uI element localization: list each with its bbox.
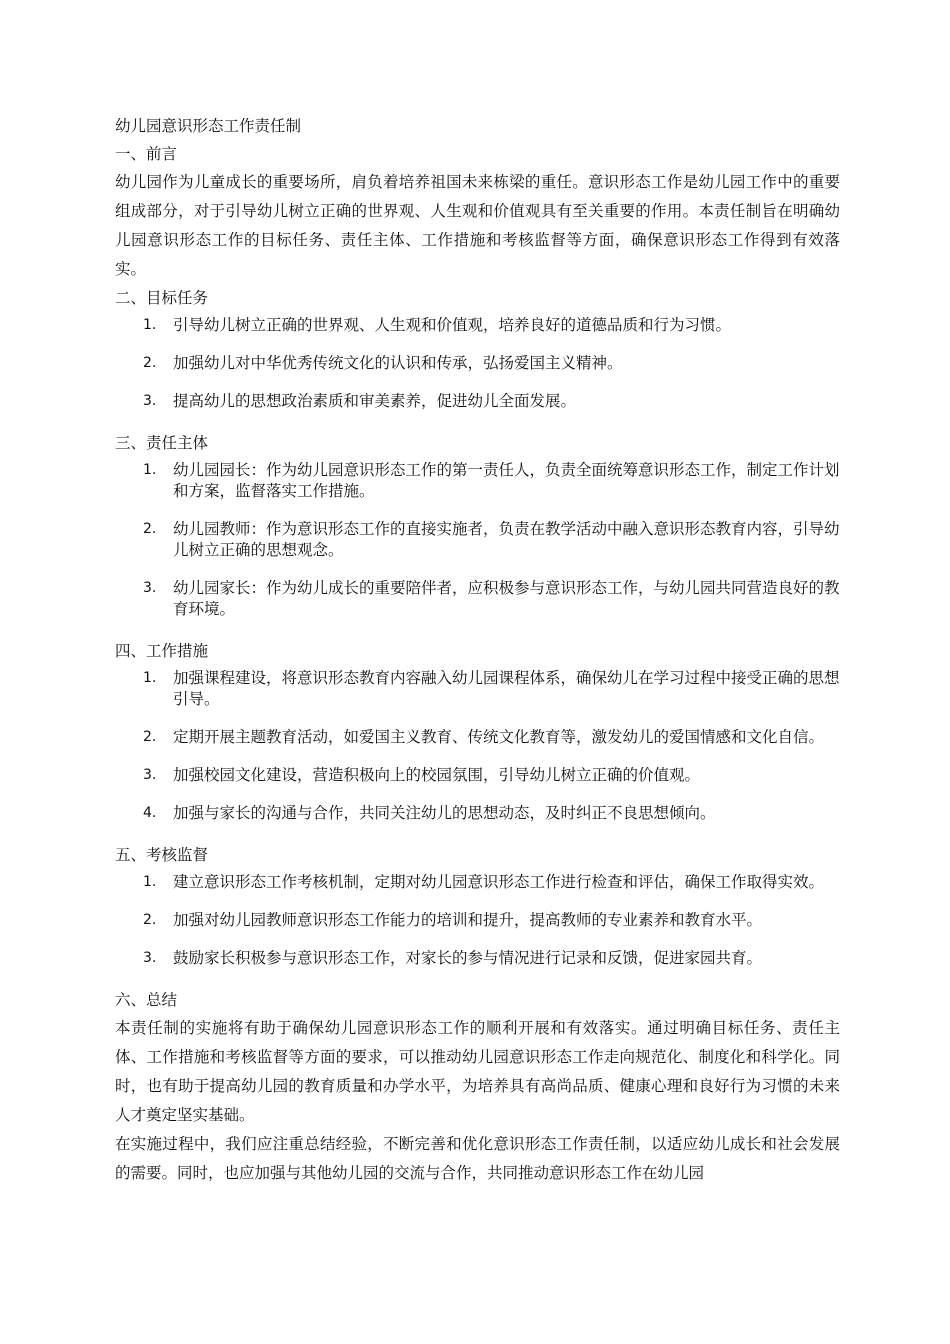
preface-paragraph: 幼儿园作为儿童成长的重要场所，肩负着培养祖国未来栋梁的重任。意识形态工作是幼儿园工作中的重要组成部分，对于引导幼儿树立正确的世界观、人生观和价值观具有至关重要的作用。本责任制旨在明确幼儿园意识形态工作的目标任务、责任主体、工作措施和考核监督等方面，确保意识形态工作得到有效落实。	[115, 173, 840, 278]
section-heading-responsibility: 三、责任主体	[115, 434, 209, 452]
list-item: 1. 加强课程建设，将意识形态教育内容融入幼儿园课程体系，确保幼儿在学习过程中接受正确的思想引导。	[143, 669, 840, 708]
section-heading-measures: 四、工作措施	[115, 642, 209, 660]
supervision-list	[115, 872, 840, 969]
list-item: 1. 幼儿园园长：作为幼儿园意识形态工作的第一责任人，负责全面统筹意识形态工作，制定工作计划和方案，监督落实工作措施。	[143, 461, 840, 500]
list-item: 2. 加强幼儿对中华优秀传统文化的认识和传承，弘扬爱国主义精神。	[143, 354, 623, 372]
summary-paragraph: 在实施过程中，我们应注重总结经验，不断完善和优化意识形态工作责任制，以适应幼儿成长和社会发展的需要。同时，也应加强与其他幼儿园的交流与合作，共同推动意识形态工作在幼儿园	[115, 1135, 840, 1182]
section-heading-preface: 一、前言	[115, 145, 178, 163]
list-item: 1. 引导幼儿树立正确的世界观、人生观和价值观，培养良好的道德品质和行为习惯。	[143, 316, 732, 334]
measures-list	[115, 668, 840, 824]
list-item: 1. 建立意识形态工作考核机制，定期对幼儿园意识形态工作进行检查和评估，确保工作取得实效。	[143, 873, 825, 891]
list-item: 4. 加强与家长的沟通与合作，共同关注幼儿的思想动态，及时纠正不良思想倾向。	[143, 804, 716, 822]
section-heading-goals: 二、目标任务	[115, 289, 209, 307]
section-heading-summary: 六、总结	[115, 991, 178, 1009]
document-page	[115, 112, 840, 1188]
document-title: 幼儿园意识形态工作责任制	[115, 117, 302, 135]
list-item: 3. 鼓励家长积极参与意识形态工作，对家长的参与情况进行记录和反馈，促进家园共育。	[143, 949, 763, 967]
list-item: 3. 提高幼儿的思想政治素质和审美素养，促进幼儿全面发展。	[143, 392, 577, 410]
list-item: 3. 幼儿园家长：作为幼儿成长的重要陪伴者，应积极参与意识形态工作，与幼儿园共同营造良好的教育环境。	[143, 579, 840, 618]
goals-list	[115, 315, 840, 412]
section-heading-supervision: 五、考核监督	[115, 846, 209, 864]
summary-paragraph: 本责任制的实施将有助于确保幼儿园意识形态工作的顺利开展和有效落实。通过明确目标任务、责任主体、工作措施和考核监督等方面的要求，可以推动幼儿园意识形态工作走向规范化、制度化和科学化。同时，也有助于提高幼儿园的教育质量和办学水平，为培养具有高尚品质、健康心理和良好行为习惯的未来人才奠定坚实基础。	[115, 1019, 840, 1124]
list-item: 2. 加强对幼儿园教师意识形态工作能力的培训和提升，提高教师的专业素养和教育水平。	[143, 911, 763, 929]
list-item: 2. 幼儿园教师：作为意识形态工作的直接实施者，负责在教学活动中融入意识形态教育内容，引导幼儿树立正确的思想观念。	[143, 520, 840, 559]
list-item: 2. 定期开展主题教育活动，如爱国主义教育、传统文化教育等，激发幼儿的爱国情感和文化自信。	[143, 728, 825, 746]
responsibility-list	[115, 460, 840, 620]
list-item: 3. 加强校园文化建设，营造积极向上的校园氛围，引导幼儿树立正确的价值观。	[143, 766, 701, 784]
